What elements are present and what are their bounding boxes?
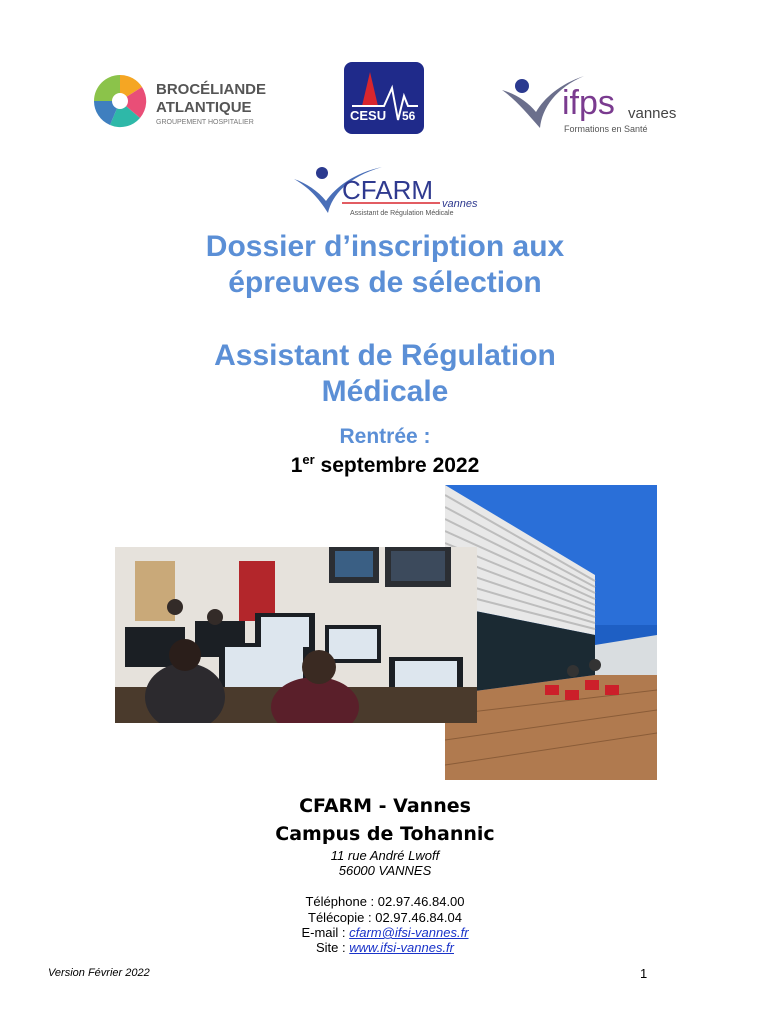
cfarm-name: CFARM <box>342 175 433 205</box>
cesu-56-logo <box>344 62 424 134</box>
broceliande-line1: BROCÉLIANDE <box>156 81 267 98</box>
cfarm-tagline: Assistant de Régulation Médicale <box>350 210 454 217</box>
title-line-3: Assistant de Régulation <box>214 339 556 372</box>
title-line-4: Médicale <box>321 375 449 408</box>
phone-number: 02.97.46.84.00 <box>377 894 465 909</box>
fax-number: 02.97.46.84.04 <box>375 910 462 925</box>
email-label: E-mail : <box>301 925 350 940</box>
broceliande-line2: ATLANTIQUE <box>156 99 252 116</box>
ifps-tagline: Formations en Santé <box>564 124 648 134</box>
rentree-label: Rentrée : <box>339 425 431 448</box>
organization-name: CFARM - Vannes <box>299 795 471 817</box>
cesu-number: 56 <box>402 109 416 123</box>
page-number: 1 <box>640 966 648 981</box>
ifps-city: vannes <box>628 105 677 122</box>
program-title <box>0 338 770 410</box>
site-line <box>0 940 770 955</box>
start-date <box>0 452 770 478</box>
site-link[interactable]: www.ifsi-vannes.fr <box>349 940 454 955</box>
fax-line <box>0 910 770 925</box>
site-label: Site : <box>316 940 350 955</box>
start-day-suffix: er <box>302 452 315 467</box>
version-footer: Version Février 2022 <box>48 967 150 979</box>
email-line <box>0 925 770 940</box>
main-title <box>0 229 770 301</box>
fax-label: Télécopie : <box>308 910 376 925</box>
email-link[interactable]: cfarm@ifsi-vannes.fr <box>349 925 469 940</box>
phone-line <box>0 894 770 909</box>
start-month-year: septembre 2022 <box>314 454 480 477</box>
address-city: 56000 VANNES <box>338 863 432 878</box>
title-line-1: Dossier d’inscription aux <box>205 230 565 263</box>
regulation-room-photo <box>115 547 477 723</box>
ifps-vannes-logo <box>500 72 690 134</box>
start-day: 1 <box>290 454 303 477</box>
broceliande-line3: GROUPEMENT HOSPITALIER <box>156 119 254 126</box>
title-line-2: épreuves de sélection <box>228 266 542 299</box>
broceliande-atlantique-logo <box>92 72 282 130</box>
cesu-label: CESU <box>350 108 387 123</box>
phone-label: Téléphone : <box>305 894 378 909</box>
ifps-name: ifps <box>562 84 615 122</box>
cfarm-city: vannes <box>442 198 478 210</box>
address-street: 11 rue André Lwoff <box>330 848 440 863</box>
campus-name: Campus de Tohannic <box>275 823 495 845</box>
cfarm-vannes-logo <box>292 163 492 218</box>
